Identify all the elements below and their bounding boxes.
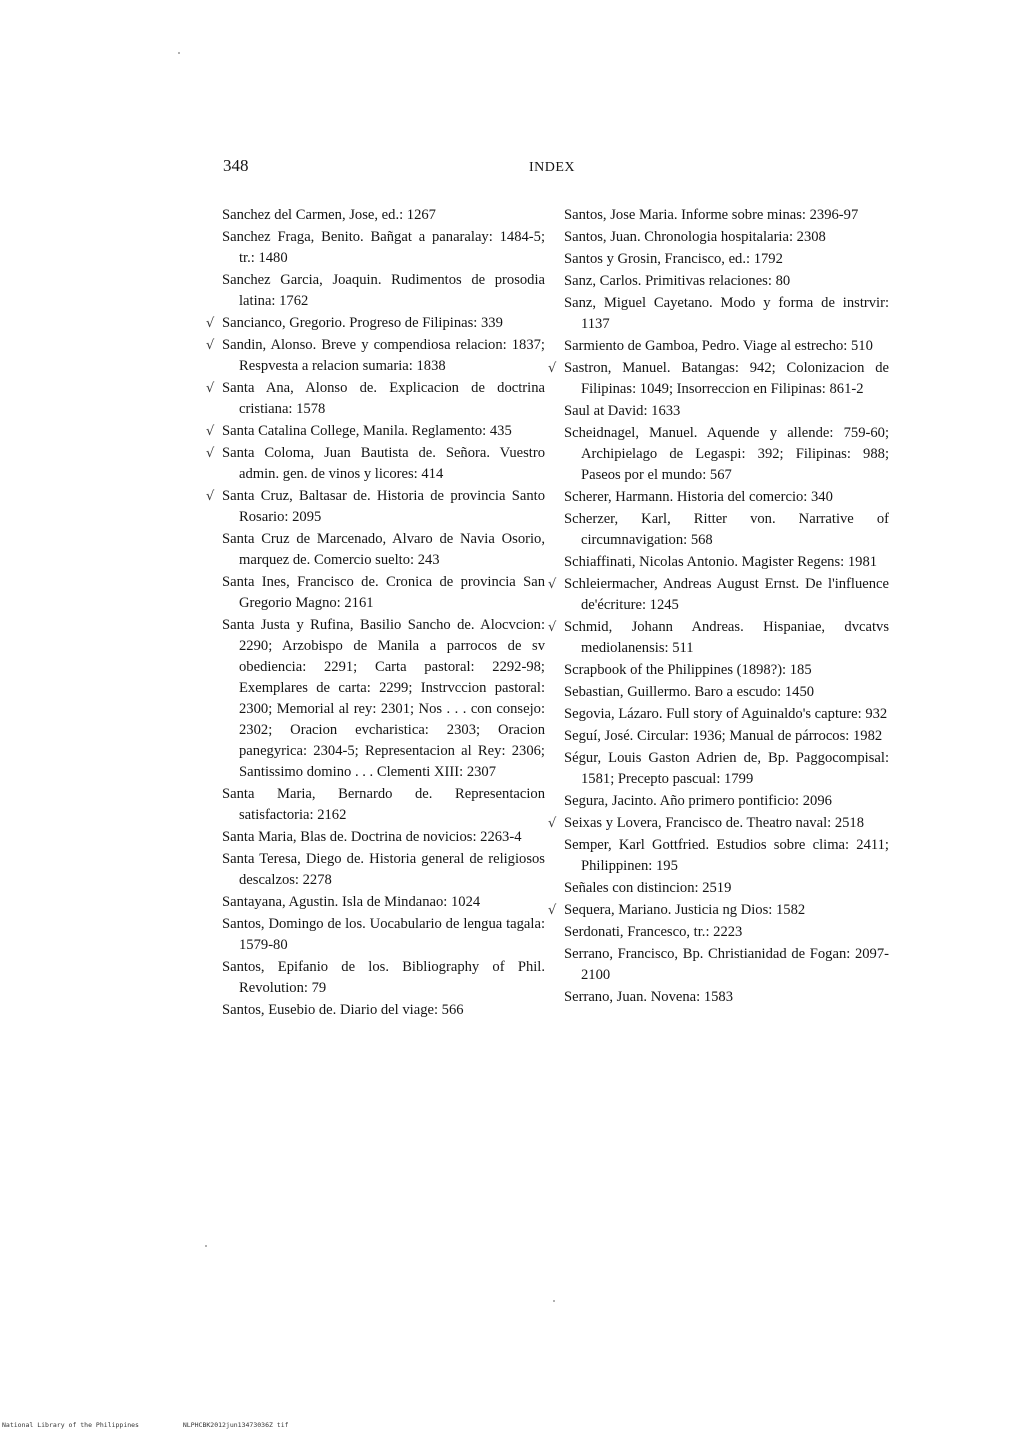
index-entry [206, 378, 545, 420]
index-entry [564, 944, 889, 986]
index-entry [222, 784, 545, 826]
index-entry [222, 849, 545, 891]
check-mark-icon: √ [206, 424, 215, 439]
index-entry-text: Santa Cruz de Marcenado, Alvaro de Navia Osorio, marquez de. Comercio suelto: 243 [222, 531, 545, 568]
index-entry [564, 791, 889, 812]
index-entry-text: Schiaffinati, Nicolas Antonio. Magister Regens: 1981 [564, 554, 878, 570]
index-entry [564, 835, 889, 877]
index-entry-text: Sequera, Mariano. Justicia ng Dios: 1582 [564, 902, 806, 918]
page-number: 348 [223, 156, 249, 175]
index-entry [206, 486, 545, 528]
index-entry [548, 358, 889, 400]
index-entry [564, 249, 889, 270]
index-entry [548, 617, 889, 659]
scan-footer [2, 1421, 329, 1429]
index-entry-text: Sebastian, Guillermo. Baro a escudo: 1450 [564, 684, 815, 700]
index-entry-text: Santa Maria, Bernardo de. Representacion satisfactoria: 2162 [222, 786, 545, 823]
index-entry-text: Santos, Domingo de los. Uocabulario de lengua tagala: 1579-80 [222, 916, 545, 953]
index-entry-text: Santa Catalina College, Manila. Reglamento: 435 [222, 423, 512, 439]
index-entry-text: Santa Cruz, Baltasar de. Historia de provincia Santo Rosario: 2095 [222, 488, 545, 525]
index-entry-text: Seguí, José. Circular: 1936; Manual de párrocos: 1982 [564, 728, 883, 744]
check-mark-icon: √ [548, 620, 557, 635]
index-entry-text: Scrapbook of the Philippines (1898?): 185 [564, 662, 812, 678]
check-mark-icon: √ [548, 577, 557, 592]
check-mark-icon: √ [548, 361, 557, 376]
index-entry-text: Sanz, Carlos. Primitivas relaciones: 80 [564, 273, 791, 289]
scan-speck [553, 1300, 555, 1302]
index-entry-text: Serdonati, Francesco, tr.: 2223 [564, 924, 743, 940]
index-entry [222, 227, 545, 269]
index-entry-text: Scherzer, Karl, Ritter von. Narrative of circumnavigation: 568 [564, 511, 889, 548]
index-entry-text: Santa Coloma, Juan Bautista de. Señora. Vuestro admin. gen. de vinos y licores: 414 [222, 445, 545, 482]
index-entry [222, 529, 545, 571]
index-entry [564, 878, 889, 899]
index-entry-text: Sarmiento de Gamboa, Pedro. Viage al estrecho: 510 [564, 338, 873, 354]
index-entry-text: Santa Ana, Alonso de. Explicacion de doctrina cristiana: 1578 [222, 380, 545, 417]
footer-library: National Library of the Philippines [2, 1421, 139, 1429]
index-entry [222, 957, 545, 999]
index-entry [222, 827, 545, 848]
index-entry [222, 205, 545, 226]
index-entry [564, 401, 889, 422]
index-entry-text: Segura, Jacinto. Año primero pontificio: 2096 [564, 793, 832, 809]
index-entry-text: Sanz, Miguel Cayetano. Modo y forma de instrvir: 1137 [564, 295, 889, 332]
index-entry [564, 704, 889, 725]
running-head: INDEX [529, 160, 576, 175]
index-entry [564, 660, 889, 681]
check-mark-icon: √ [206, 338, 215, 353]
index-entry-text: Sanchez del Carmen, Jose, ed.: 1267 [222, 207, 436, 223]
index-entry [206, 421, 545, 442]
index-entry [206, 313, 545, 334]
index-column-left [206, 205, 545, 1022]
scan-speck [178, 52, 180, 54]
index-entry-text: Sancianco, Gregorio. Progreso de Filipinas: 339 [222, 315, 503, 331]
index-entry-text: Señales con distincion: 2519 [564, 880, 732, 896]
index-entry-text: Santa Maria, Blas de. Doctrina de novicios: 2263-4 [222, 829, 522, 845]
index-entry [564, 726, 889, 747]
index-entry [564, 271, 889, 292]
index-entry [564, 336, 889, 357]
index-entry [548, 813, 889, 834]
index-entry [222, 572, 545, 614]
index-entry [206, 443, 545, 485]
check-mark-icon: √ [206, 381, 215, 396]
index-entry [222, 892, 545, 913]
index-entry-text: Sanchez Fraga, Benito. Bañgat a panaralay: 1484-5; tr.: 1480 [222, 229, 545, 266]
index-entry [222, 270, 545, 312]
index-entry [564, 987, 889, 1008]
index-entry-text: Sanchez Garcia, Joaquin. Rudimentos de prosodia latina: 1762 [222, 272, 545, 309]
index-entry-text: Santos, Jose Maria. Informe sobre minas: 2396-97 [564, 207, 859, 223]
check-mark-icon: √ [206, 489, 215, 504]
index-entry [564, 748, 889, 790]
index-entry [564, 509, 889, 551]
index-entry [222, 1000, 545, 1021]
index-entry [564, 922, 889, 943]
index-entry-text: Santayana, Agustin. Isla de Mindanao: 1024 [222, 894, 481, 910]
check-mark-icon: √ [548, 903, 557, 918]
index-entry-text: Sastron, Manuel. Batangas: 942; Colonizacion de Filipinas: 1049; Insorreccion en Filipinas: 861-2 [564, 360, 889, 397]
index-entry-text: Schmid, Johann Andreas. Hispaniae, dvcatvs mediolanensis: 511 [564, 619, 889, 656]
index-entry-text: Scherer, Harmann. Historia del comercio: 340 [564, 489, 833, 505]
index-entry-text: Seixas y Lovera, Francisco de. Theatro naval: 2518 [564, 815, 865, 831]
index-entry-text: Saul at David: 1633 [564, 403, 681, 419]
index-entry [548, 900, 889, 921]
index-entry [564, 205, 889, 226]
index-entry [222, 615, 545, 783]
index-column-right [548, 205, 889, 1009]
index-entry-text: Serrano, Francisco, Bp. Christianidad de Fogan: 2097-2100 [564, 946, 889, 983]
index-entry [222, 914, 545, 956]
index-entry [564, 293, 889, 335]
index-entry-text: Sandin, Alonso. Breve y compendiosa relacion: 1837; Respvesta a relacion sumaria: 1838 [222, 337, 545, 374]
index-entry-text: Santos, Eusebio de. Diario del viage: 566 [222, 1002, 464, 1018]
index-entry [206, 335, 545, 377]
index-entry-text: Santos y Grosin, Francisco, ed.: 1792 [564, 251, 783, 267]
index-entry-text: Scheidnagel, Manuel. Aquende y allende: 759-60; Archipielago de Legaspi: 392; Filipinas: 988; Paseos por el mundo: 567 [564, 425, 889, 483]
check-mark-icon: √ [206, 316, 215, 331]
index-entry-text: Santa Ines, Francisco de. Cronica de provincia San Gregorio Magno: 2161 [222, 574, 545, 611]
index-entry [564, 423, 889, 486]
index-entry-text: Ségur, Louis Gaston Adrien de, Bp. Paggocompisal: 1581; Precepto pascual: 1799 [564, 750, 889, 787]
scan-speck [205, 1245, 207, 1247]
index-entry-text: Semper, Karl Gottfried. Estudios sobre clima: 2411; Philippinen: 195 [564, 837, 889, 874]
index-entry-text: Santos, Juan. Chronologia hospitalaria: 2308 [564, 229, 826, 245]
index-entry-text: Santos, Epifanio de los. Bibliography of Phil. Revolution: 79 [222, 959, 545, 996]
index-entry-text: Serrano, Juan. Novena: 1583 [564, 989, 734, 1005]
index-entry [548, 574, 889, 616]
index-entry-text: Santa Teresa, Diego de. Historia general de religiosos descalzos: 2278 [222, 851, 545, 888]
check-mark-icon: √ [206, 446, 215, 461]
check-mark-icon: √ [548, 816, 557, 831]
index-entry-text: Segovia, Lázaro. Full story of Aguinaldo's capture: 932 [564, 706, 888, 722]
index-entry [564, 682, 889, 703]
index-entry [564, 487, 889, 508]
index-entry [564, 552, 889, 573]
index-entry-text: Schleiermacher, Andreas August Ernst. De l'influence de'écriture: 1245 [564, 576, 889, 613]
footer-file-id: NLPHCBK2012jun13473036Z tif [182, 1421, 289, 1429]
index-entry [564, 227, 889, 248]
index-entry-text: Santa Justa y Rufina, Basilio Sancho de. Alocvcion: 2290; Arzobispo de Manila a parrocos de sv obediencia: 2291; Carta pastoral: 2292-98; Exemplares de carta: 2299; Instrvccion pastoral: 2300; Memorial al rey: 2301; Nos . . . con consejo: 2302; Oracion evcharistica: 2303; Oracion panegyrica: 2304-5; Representacion al Rey: 2306; Santissimo domino . . . Clementi XIII: 2307 [222, 617, 545, 780]
